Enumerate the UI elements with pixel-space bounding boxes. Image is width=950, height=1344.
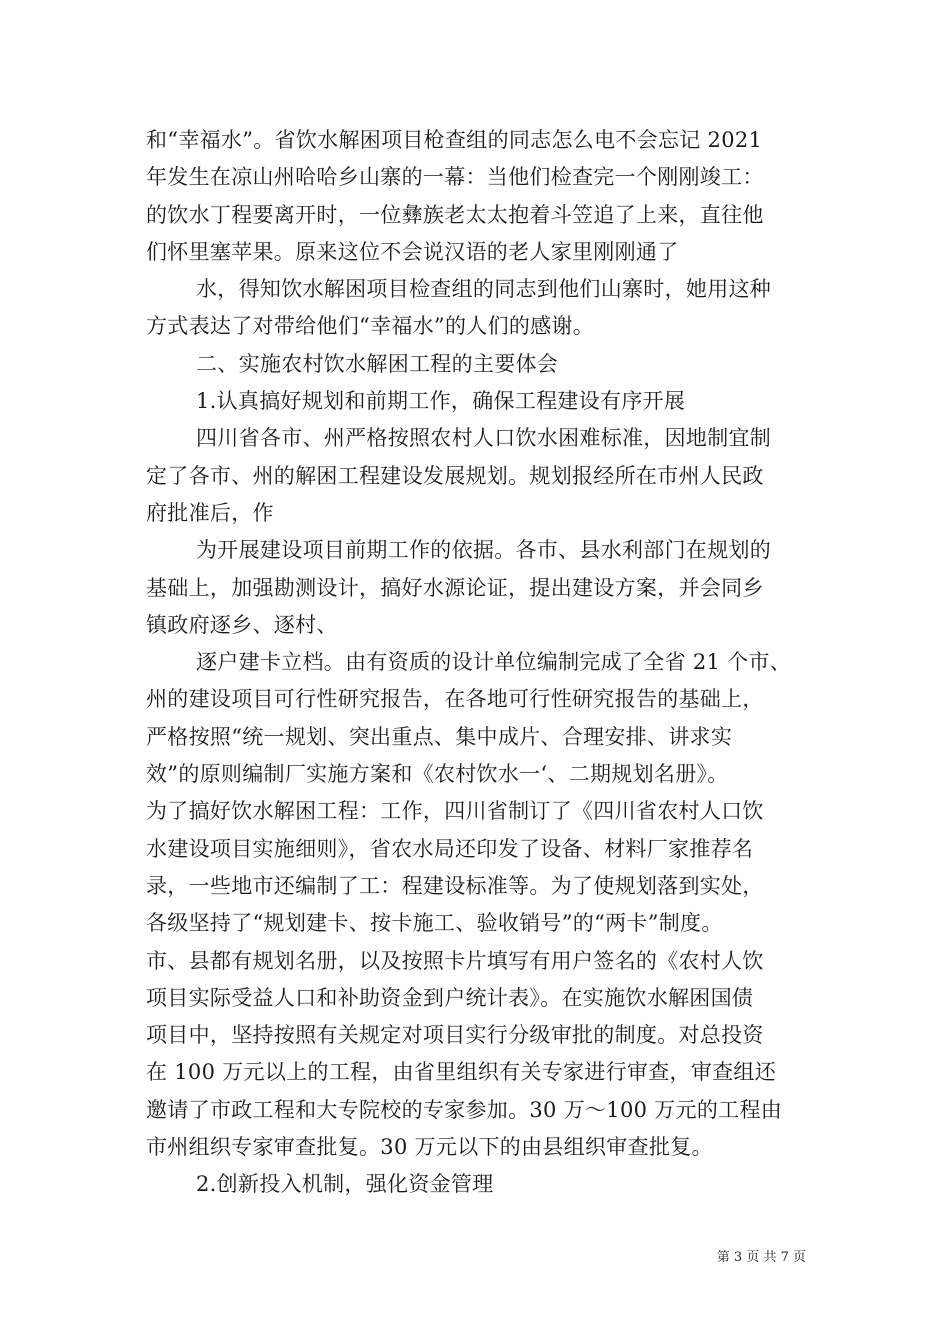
text-line: 州的建设项目可行性研究报告，在各地可行性研究报告的基础上，: [146, 687, 764, 712]
text-line: 为了搞好饮水解困工程：工作，四川省制订了《四川省农村人口饮: [146, 799, 764, 824]
text-line: 邀请了市政工程和大专院校的专家参加。30 万～100 万元的工程由: [146, 1097, 783, 1122]
paragraph: [146, 346, 812, 383]
text-line: 四川省各市、州严格按照农村人口饮水困难标准，因地制宜制: [196, 426, 772, 451]
paragraph: [146, 383, 812, 420]
text-line: 水建设项目实施细则》，省农水局还印发了设备、材料厂家推荐名: [146, 836, 754, 861]
text-line: 效”的原则编制厂实施方案和《农村饮水一‘、二期规划名册》。: [146, 762, 729, 787]
text-line: 的饮水丁程要离开时，一位彝族老太太抱着斗笠追了上来，直往他: [146, 202, 764, 227]
text-line: 府批准后，作: [146, 500, 274, 525]
paragraph: [146, 1166, 812, 1203]
text-line: 和“幸福水”。省饮水解困项目枪查组的同志怎么电不会忘记 2021: [146, 128, 763, 152]
text-line: 水，得知饮水解困项目检查组的同志到他们山寨时，她用这种: [196, 277, 772, 302]
text-line: 在 100 万元以上的工程，由省里组织有关专家进行审查，审查组还: [146, 1060, 777, 1085]
body-text: [146, 122, 812, 1204]
text-line: 年发生在凉山州哈哈乡山寨的一幕：当他们检查完一个刚刚竣工：: [146, 165, 764, 190]
text-line: 逐户建卡立档。由有资质的设计单位编制完成了全省 21 个市、: [196, 650, 792, 675]
text-line: 市州组织专家审查批复。30 万元以下的由县组织审查批复。: [146, 1135, 713, 1160]
text-line: 项目实际受益人口和补助资金到户统计表》。在实施饮水解困国债: [146, 985, 754, 1010]
page-footer: 第 3 页 共 7 页: [716, 1250, 806, 1265]
text-line: 各级坚持了“规划建卡、按卡施工、验收销号”的“两卡”制度。: [146, 911, 723, 936]
text-line: 镇政府逐乡、逐村、: [146, 612, 338, 637]
text-line: 严格按照“统一规划、突出重点、集中成片、合理安排、讲求实: [146, 724, 733, 749]
paragraph: [146, 420, 812, 532]
text-line: 录，一些地市还编制了工：程建设标准等。为了使规划落到实处，: [146, 873, 764, 898]
paragraph: [146, 122, 812, 271]
text-line: 定了各市、州的解困工程建设发展规划。规划报经所在巿州人民政: [146, 463, 764, 488]
paragraph: [146, 532, 812, 644]
text-line: 市、县都有规划名册，以及按照卡片填写有用户签名的《农村人饮: [146, 948, 764, 973]
text-line: 2.创新投入机制，强化资金管理: [196, 1172, 494, 1197]
text-line: 1.认真搞好规划和前期工作，确保工程建设有序开展: [196, 389, 686, 414]
text-line: 们怀里塞苹果。原来这位不会说汉语的老人家里刚刚通了: [146, 239, 679, 264]
paragraph: [146, 644, 812, 1166]
text-line: 基础上，加强勘测设计，搞好水源论证，提出建设方案，并会同乡: [146, 575, 764, 600]
text-line: 项目中，坚持按照有关规定对项目实行分级审批的制度。对总投资: [146, 1023, 764, 1048]
paragraph: [146, 271, 812, 346]
text-line: 二、实施农村饮水解困工程的主要体会: [196, 351, 559, 376]
text-line: 方式表达了对带给他们“幸福水”的人们的感谢。: [146, 314, 595, 339]
text-line: 为开展建设项目前期工作的依据。各巿、县水利部门在规划的: [196, 538, 772, 563]
